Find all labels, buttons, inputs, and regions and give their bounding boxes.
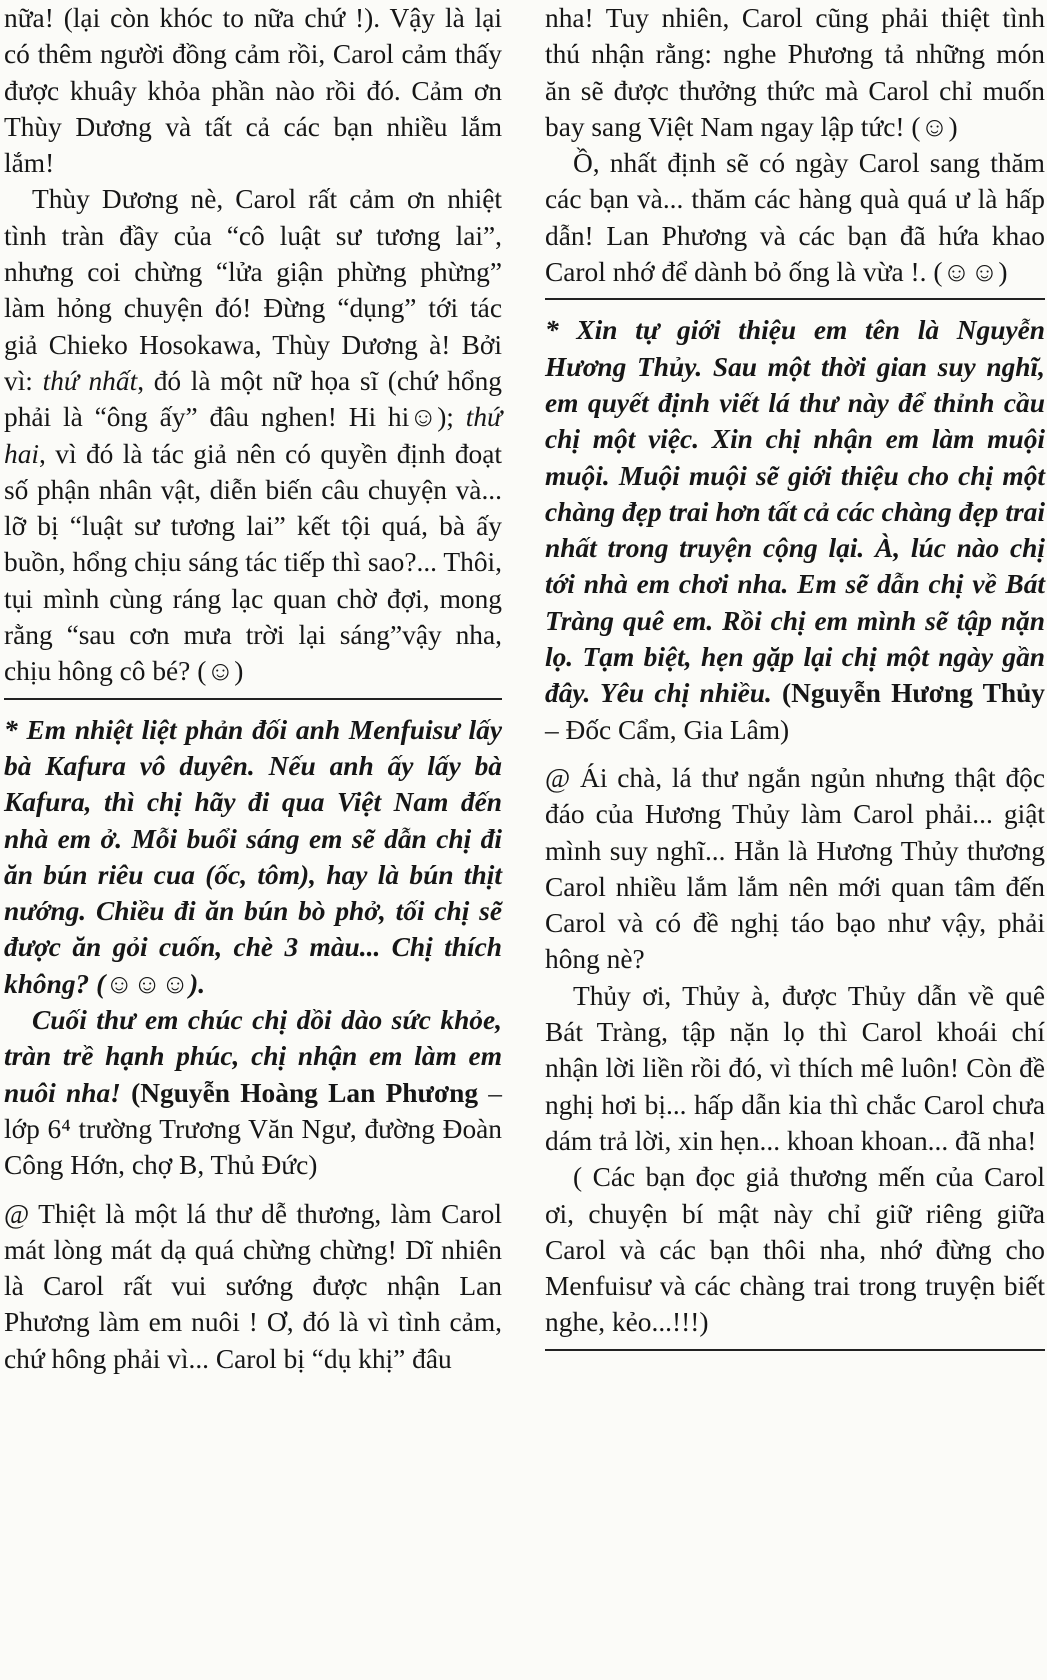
reader-signature-name: (Nguyễn Hoàng Lan Phương [131, 1077, 479, 1108]
reader-letter-closing [4, 1002, 502, 1183]
carol-reply-paragraph [4, 181, 502, 689]
carol-reply-paragraph: Thủy ơi, Thủy à, được Thủy dẫn về quê Bát Tràng, tập nặn lọ thì Carol khoái chí nhận lời liền rồi đó, vì thích mê luôn! Còn đề nghị hơi bị... hấp dẫn kia thì chắc Carol chưa dám trả lời, xin hẹn... khoan khoan... đã nha! [545, 980, 1045, 1156]
reader-signature-name: (Nguyễn Hương Thủy [781, 678, 1046, 709]
carol-reply-paragraph: Ồ, nhất định sẽ có ngày Carol sang thăm các bạn và... thăm các hàng quà quá ư là hấp dẫn! Lan Phương và các bạn đã hứa khao Carol nhớ để dành bỏ ống là vừa !. (☺☺) [545, 148, 1045, 288]
text-run: * Xin tự giới thiệu em tên là Nguyễn Hương Thủy. Sau một thời gian suy nghĩ, em quyết định viết lá thư này để thỉnh cầu chị một việc. Xin chị nhận em làm muội muội. Muội muội sẽ giới thiệu cho chị một chàng đẹp trai hơn tất cả các chàng đẹp trai nhất trong truyện cộng lại. À, lúc nào chị tới nhà em chơi nha. Em sẽ dẫn chị về Bát Tràng quê em. Rồi chị em mình sẽ tập nặn lọ. Tạm biệt, hẹn gặp lại chị một ngày gần đây. Yêu chị nhiều. [545, 315, 1045, 709]
text-run: , vì đó là tác giả nên có quyền định đoạt số phận nhân vật, diễn biến câu chuyện và... lỡ bị “luật sư tương lai” kết tội quá, bà ấy buồn, hổng chịu sáng tác tiếp thì sao?... Thôi, tụi mình cùng ráng lạc quan chờ đợi, mong rằng “sau cơn mưa trời lại sáng”vậy nha, chịu hông cô bé? (☺) [4, 438, 502, 687]
carol-reply-continued-paragraph: nha! Tuy nhiên, Carol cũng phải thiệt tình thú nhận rằng: nghe Phương tả những món ăn sẽ được thưởng thức mà Carol chỉ muốn bay sang Việt Nam ngay lập tức! (☺) [545, 3, 1045, 142]
text-run: Thùy Dương nè, Carol rất cảm ơn nhiệt tình tràn đầy của “cô luật sư tương lai”, nhưng coi chừng “lửa giận phừng phừng” làm hỏng chuyện đó! Đừng “dụng” tới tác giả Chieko Hosokawa, Thùy Dương à! Bởi vì: [4, 184, 502, 396]
left-column [4, 0, 502, 1377]
emphasis-text: thứ hai [4, 402, 502, 469]
carol-reply-paragraph: ( Các bạn đọc giả thương mến của Carol ơi, chuyện bí mật này chỉ giữ riêng giữa Carol và các bạn thôi nha, nhớ đừng cho Menfuisư và các chàng trai trong truyện biết nghe, kẻo...!!!) [545, 1162, 1045, 1338]
text-run: Cuối thư em chúc chị dồi dào sức khỏe, tràn trề hạnh phúc, chị nhận em làm em nuôi nha! [4, 1005, 502, 1108]
emphasis-text: thứ nhất [42, 365, 138, 396]
reader-letter-paragraph [545, 312, 1045, 748]
section-divider [545, 1349, 1045, 1351]
text-run: , đó là một nữ họa sĩ (chứ hổng phải là “ông ấy” đâu nghen! Hi hi☺); [4, 365, 503, 433]
reader-signature-address: – Đốc Cẩm, Gia Lâm) [545, 714, 790, 745]
reader-signature-address: – lớp 6⁴ trường Trương Văn Ngư, đường Đoàn Công Hớn, chợ B, Thủ Đức) [4, 1077, 503, 1181]
right-column [545, 0, 1045, 1351]
carol-reply-continued-paragraph: nữa! (lại còn khóc to nữa chứ !). Vậy là lại có thêm người đồng cảm rồi, Carol cảm thấy được khuây khỏa phần nào rồi đó. Cảm ơn Thùy Dương và tất cả các bạn nhiều lắm lắm! [4, 3, 502, 179]
reader-letter-paragraph: * Em nhiệt liệt phản đối anh Menfuisư lấy bà Kafura vô duyên. Nếu anh ấy lấy bà Kafura, thì chị hãy đi qua Việt Nam đến nhà em ở. Mỗi buổi sáng em sẽ dẫn chị đi ăn bún riêu cua (ốc, tôm), hay là bún thịt nướng. Chiều đi ăn bún bò phở, tối chị sẽ được ăn gỏi cuốn, chè 3 màu... Chị thích không? (☺☺☺). [4, 714, 502, 999]
carol-reply-paragraph: @ Ái chà, lá thư ngắn ngủn nhưng thật độc đáo của Hương Thủy làm Carol phải... giật mình suy nghĩ... Hẳn là Hương Thủy thương Carol nhiều lắm lắm nên mới quan tâm đến Carol và có đề nghị táo bạo như vậy, phải hông nè? [545, 762, 1045, 975]
carol-reply-paragraph: @ Thiệt là một lá thư dễ thương, làm Carol mát lòng mát dạ quá chừng chừng! Dĩ nhiên là Carol rất vui sướng được nhận Lan Phương làm em nuôi ! Ơ, đó là vì tình cảm, chứ hông phải vì... Carol bị “dụ khị” đâu [4, 1198, 502, 1374]
